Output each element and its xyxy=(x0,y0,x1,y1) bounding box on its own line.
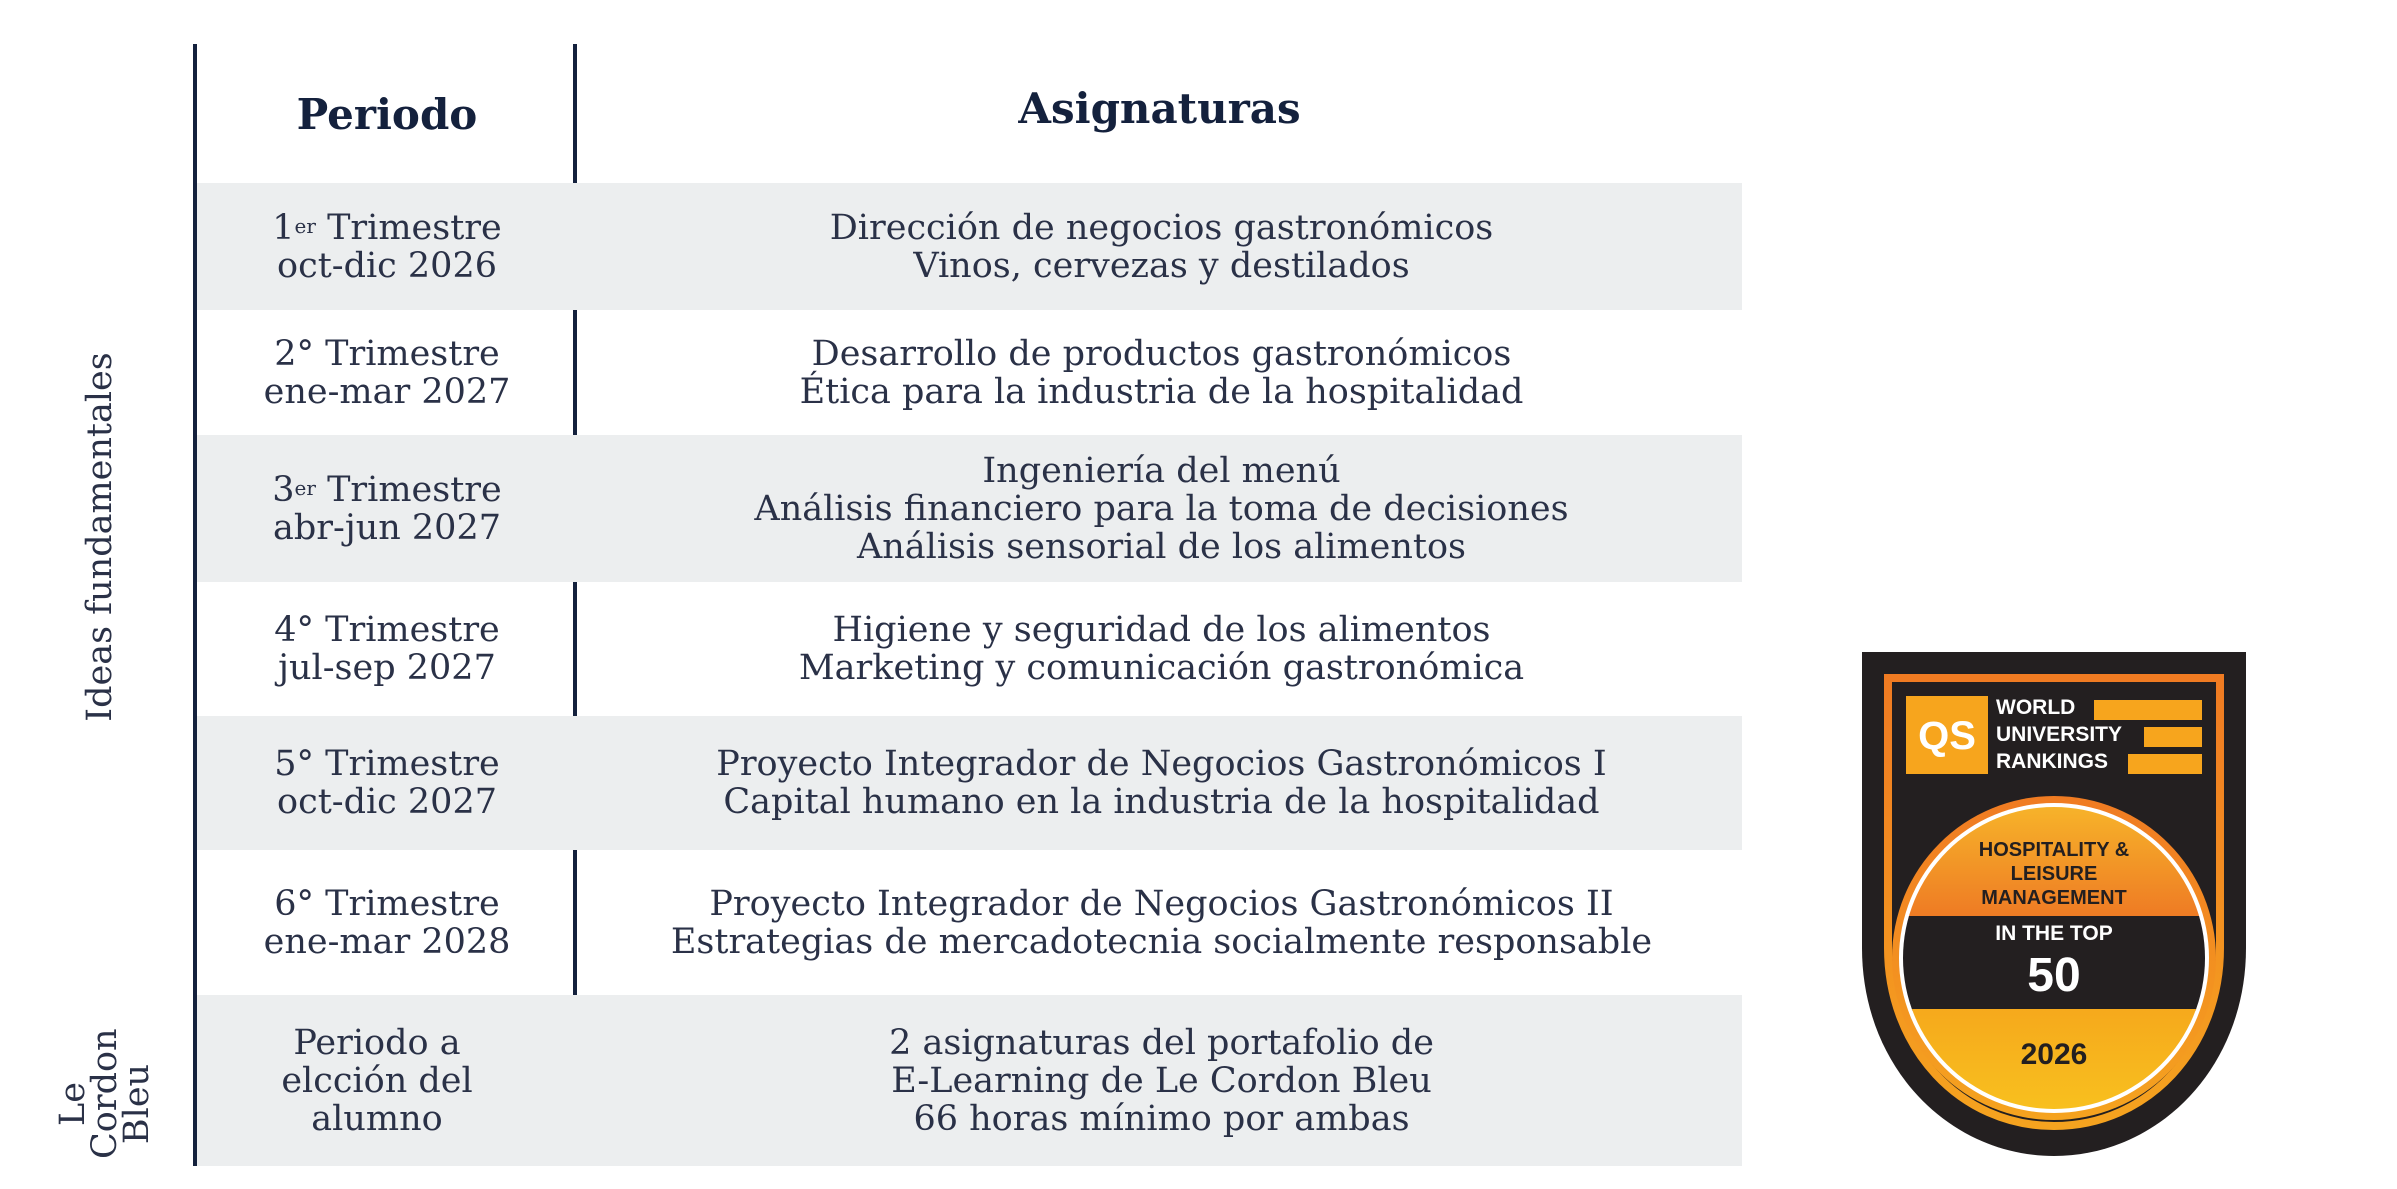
subject-item: Proyecto Integrador de Negocios Gastronómicos I xyxy=(716,744,1607,784)
period-term: 2° Trimestre xyxy=(274,333,500,374)
subjects-cell xyxy=(581,310,1742,435)
side-label-lcb-line1: Le xyxy=(53,1082,93,1126)
badge-line1: WORLD xyxy=(1996,696,2076,719)
table-row xyxy=(197,310,1742,435)
period-line: Periodo a xyxy=(293,1022,461,1063)
subject-item: 66 horas mínimo por ambas xyxy=(913,1098,1410,1139)
side-label-lcb-line3: Bleu xyxy=(117,1063,157,1145)
rank-year: 2026 xyxy=(2020,1038,2088,1071)
period-dates: jul-sep 2027 xyxy=(278,648,496,688)
period-cell xyxy=(197,582,577,716)
header-subjects: Asignaturas xyxy=(1018,84,1301,133)
side-label-fundamentals: Ideas fundamentales xyxy=(80,352,120,722)
subjects-cell xyxy=(581,850,1742,995)
subject-item: Ingeniería del menú xyxy=(982,450,1341,491)
subjects-cell xyxy=(581,183,1742,310)
header-period: Periodo xyxy=(296,90,478,139)
side-label-lcb-line2: Cordon xyxy=(85,1028,125,1159)
table-row xyxy=(197,582,1742,716)
subject-line3: MANAGEMENT xyxy=(1981,887,2127,909)
period-term: 6° Trimestre xyxy=(274,883,500,924)
subject-item: Estrategias de mercadotecnia socialmente responsable xyxy=(670,921,1653,962)
bar-2 xyxy=(2144,727,2202,747)
subjects-cell xyxy=(581,582,1742,716)
period-dates: ene-mar 2027 xyxy=(263,371,511,412)
badge-line2: UNIVERSITY xyxy=(1996,723,2123,746)
table-row xyxy=(197,435,1742,582)
bar-1 xyxy=(2094,700,2202,720)
subject-item: Proyecto Integrador de Negocios Gastronómicos II xyxy=(709,883,1614,924)
period-term: 1er Trimestre xyxy=(272,207,502,248)
qs-logo-text: QS xyxy=(1918,714,1976,758)
period-term: 3er Trimestre xyxy=(272,469,502,510)
bar-3 xyxy=(2128,754,2202,774)
badge-line3: RANKINGS xyxy=(1996,750,2109,773)
table-row xyxy=(197,183,1742,310)
period-cell xyxy=(197,716,577,850)
subject-item: Ética para la industria de la hospitalidad xyxy=(799,371,1524,412)
side-label-le-cordon-bleu xyxy=(53,1028,157,1159)
period-term: 4° Trimestre xyxy=(274,610,500,650)
period-dates: abr-jun 2027 xyxy=(273,507,501,548)
subject-item: 2 asignaturas del portafolio de xyxy=(889,1022,1434,1063)
subject-item: Higiene y seguridad de los alimentos xyxy=(832,610,1491,650)
period-term: 5° Trimestre xyxy=(274,744,500,784)
period-dates: ene-mar 2028 xyxy=(263,921,511,962)
period-line: elcción del xyxy=(281,1060,473,1101)
table-row xyxy=(197,716,1742,850)
subject-item: E-Learning de Le Cordon Bleu xyxy=(891,1060,1432,1101)
period-dates: oct-dic 2027 xyxy=(277,782,497,822)
period-cell xyxy=(197,995,557,1166)
qs-rankings-badge xyxy=(1858,648,2250,1160)
subject-item: Marketing y comunicación gastronómica xyxy=(798,648,1525,688)
subject-item: Vinos, cervezas y destilados xyxy=(913,245,1410,286)
table-row xyxy=(197,850,1742,995)
subject-item: Análisis sensorial de los alimentos xyxy=(856,526,1467,567)
rank-number: 50 xyxy=(2027,949,2081,1002)
subjects-cell xyxy=(581,995,1742,1166)
period-cell xyxy=(197,310,577,435)
subject-item: Capital humano en la industria de la hospitalidad xyxy=(723,782,1600,822)
subject-item: Dirección de negocios gastronómicos xyxy=(829,207,1494,248)
subject-line2: LEISURE xyxy=(2010,863,2098,885)
period-cell xyxy=(197,850,577,995)
period-cell xyxy=(197,435,577,582)
subject-item: Análisis financiero para la toma de decisiones xyxy=(754,488,1569,529)
subjects-cell xyxy=(581,716,1742,850)
table-row xyxy=(197,995,1742,1166)
period-cell xyxy=(197,183,577,310)
subjects-cell xyxy=(581,435,1742,582)
subject-line1: HOSPITALITY & xyxy=(1978,839,2130,861)
rank-label: IN THE TOP xyxy=(1995,922,2113,945)
period-line: alumno xyxy=(311,1098,443,1139)
period-dates: oct-dic 2026 xyxy=(277,245,497,286)
subject-item: Desarrollo de productos gastronómicos xyxy=(811,333,1512,374)
